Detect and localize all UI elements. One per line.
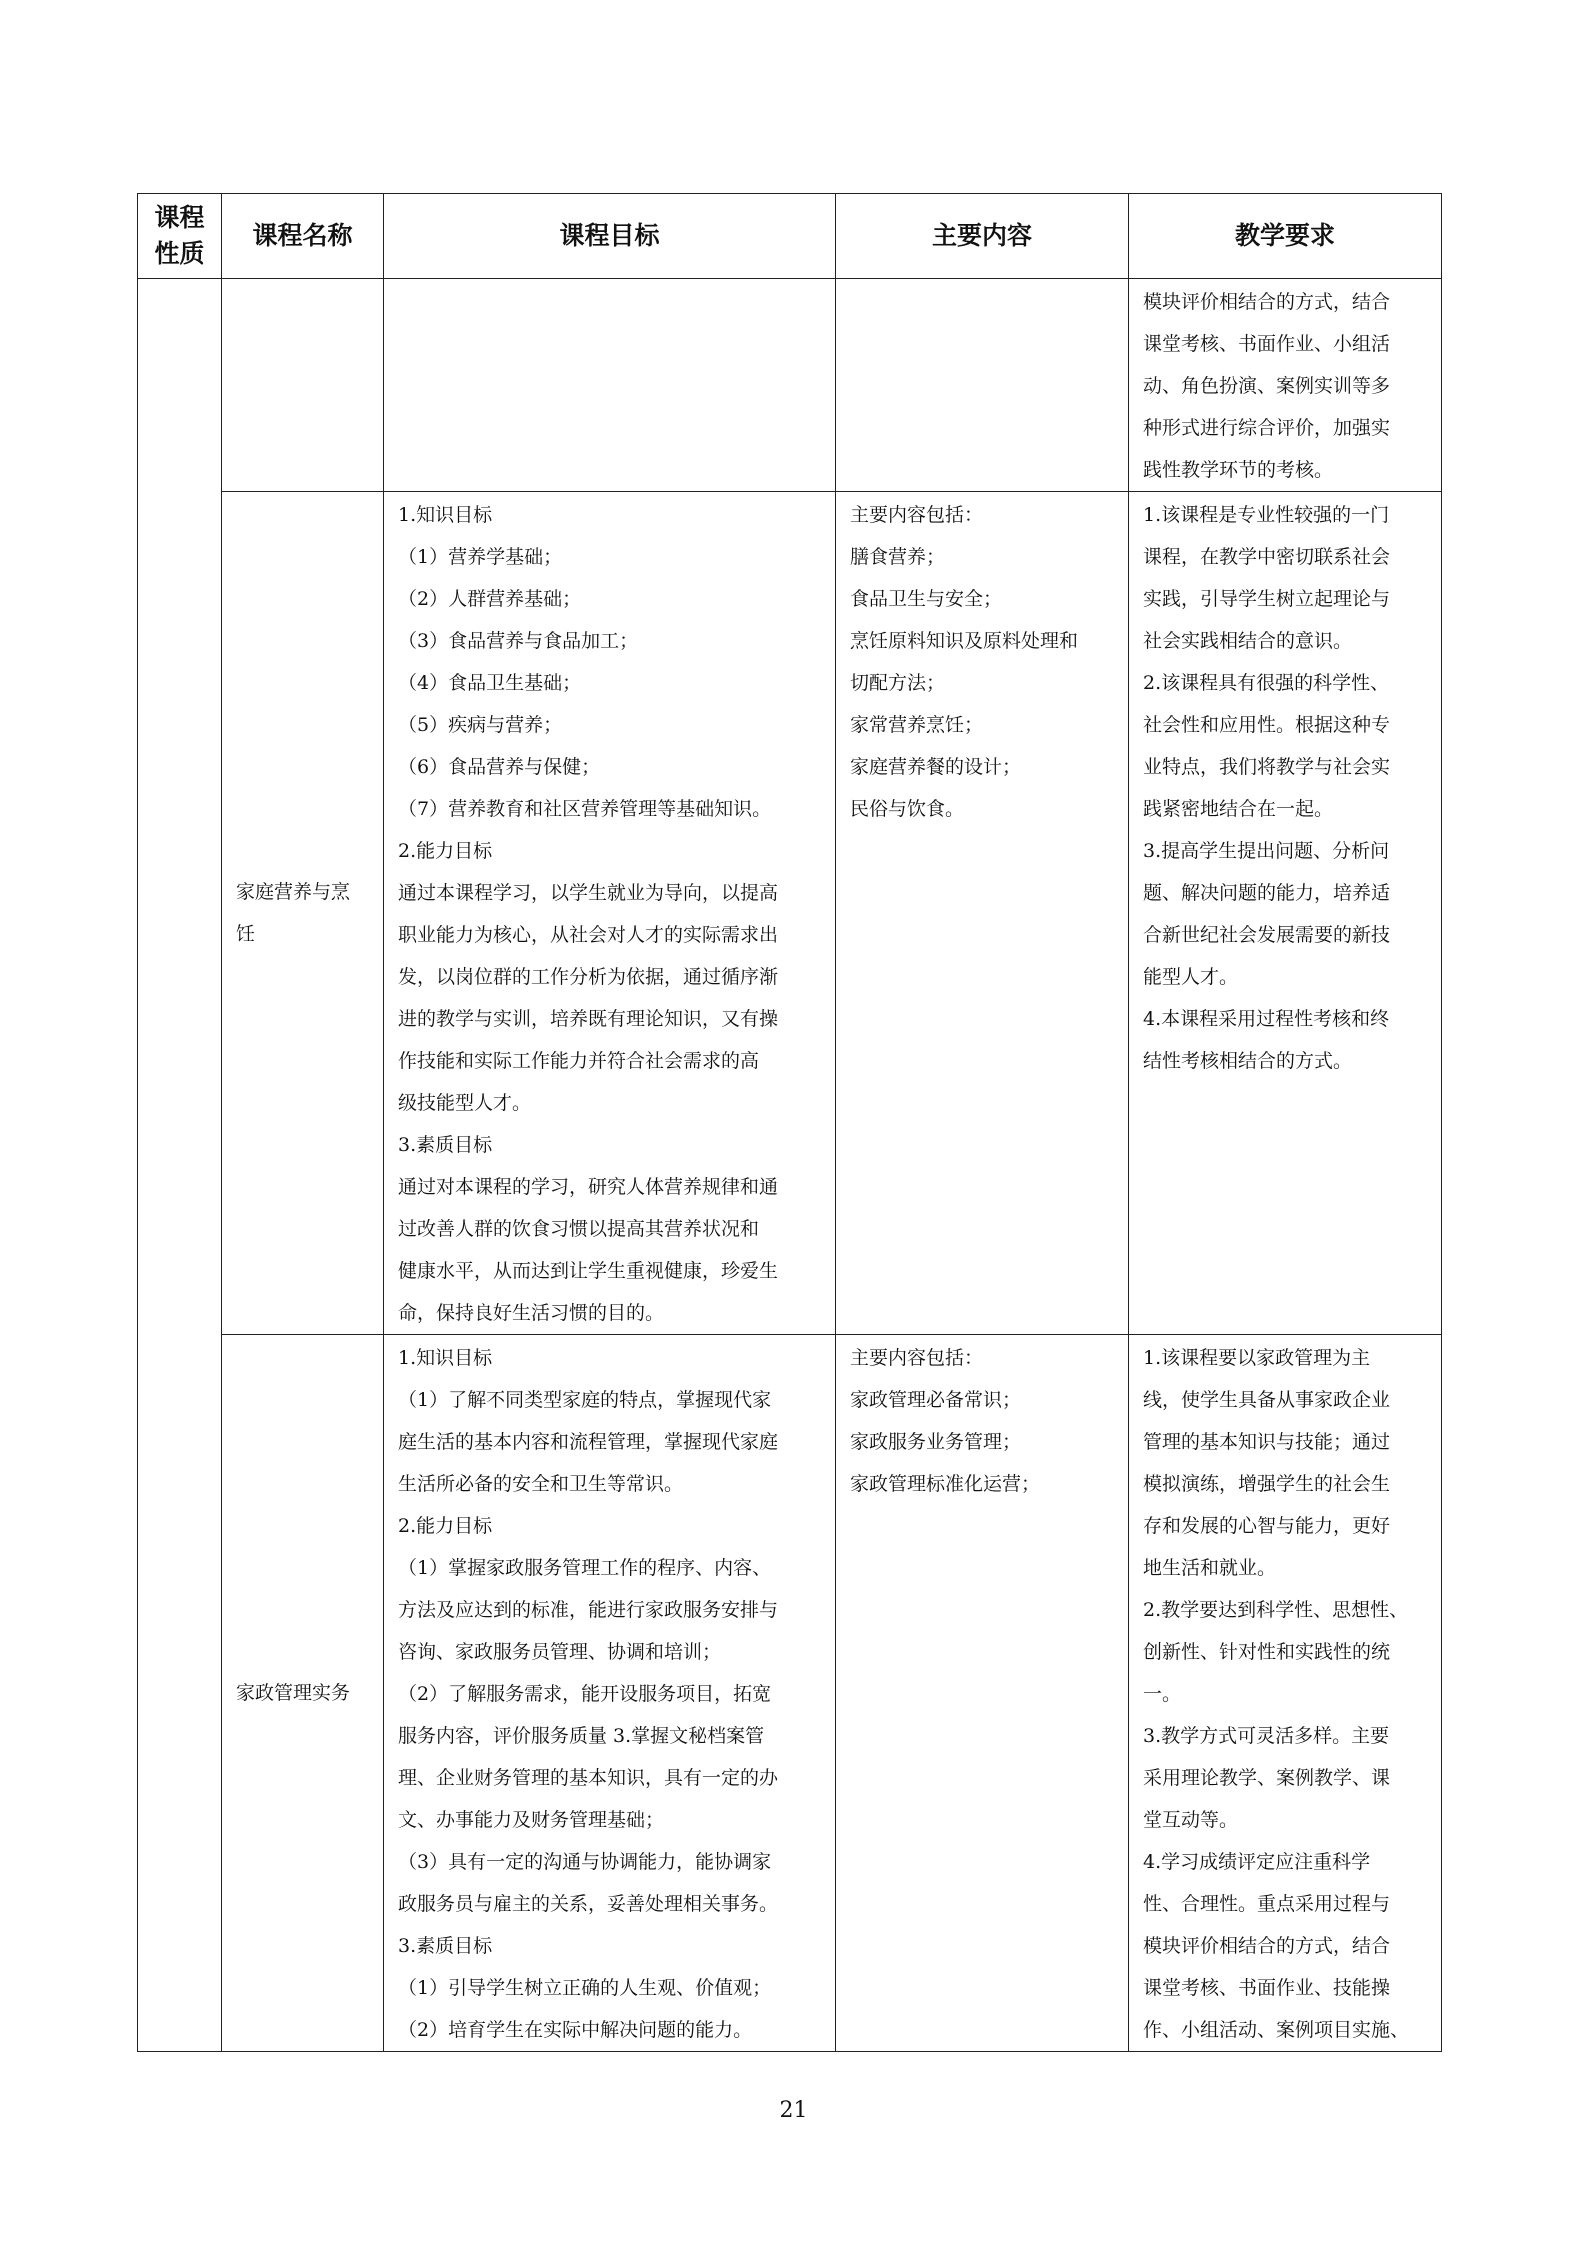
requirements-line: 2.教学要达到科学性、思想性、 — [1143, 1599, 1409, 1621]
objectives-line: 3.素质目标 — [398, 1935, 493, 1957]
objectives-line: 通过本课程学习，以学生就业为导向，以提高 — [398, 882, 779, 904]
objectives-line: （6）食品营养与保健； — [398, 756, 601, 778]
objectives-line: 作技能和实际工作能力并符合社会需求的高 — [398, 1050, 760, 1072]
requirements-line: 合新世纪社会发展需要的新技 — [1143, 924, 1391, 946]
requirements-line: 课堂考核、书面作业、小组活 — [1143, 333, 1391, 355]
header-course-name: 课程名称 — [222, 194, 384, 279]
requirements-line: 性、合理性。重点采用过程与 — [1143, 1893, 1391, 1915]
objectives-line: （1）引导学生树立正确的人生观、价值观； — [398, 1977, 772, 1999]
objectives-line: 理、企业财务管理的基本知识，具有一定的办 — [398, 1767, 779, 1789]
objectives-line: （3）食品营养与食品加工； — [398, 630, 639, 652]
requirements-line: 种形式进行综合评价，加强实 — [1143, 417, 1391, 439]
requirements-line: 管理的基本知识与技能；通过 — [1143, 1431, 1391, 1453]
requirements-line: 课堂考核、书面作业、技能操 — [1143, 1977, 1391, 1999]
header-teaching-requirements: 教学要求 — [1129, 194, 1442, 279]
objectives-line: 发，以岗位群的工作分析为依据，通过循序渐 — [398, 966, 779, 988]
course-name-cell — [222, 492, 384, 1335]
name-line: 家庭营养与烹 — [236, 881, 351, 903]
requirements-line: 题、解决问题的能力，培养适 — [1143, 882, 1391, 904]
objectives-line: 文、办事能力及财务管理基础； — [398, 1809, 665, 1831]
objectives-line: （1）了解不同类型家庭的特点，掌握现代家 — [398, 1389, 772, 1411]
objectives-line: 过改善人群的饮食习惯以提高其营养状况和 — [398, 1218, 760, 1240]
requirements-line: 结性考核相结合的方式。 — [1143, 1050, 1353, 1072]
name-line: 家政管理实务 — [236, 1682, 351, 1704]
objectives-line: 级技能型人才。 — [398, 1092, 532, 1114]
main-content-cell — [836, 279, 1129, 492]
objectives-line: 健康水平，从而达到让学生重视健康，珍爱生 — [398, 1260, 779, 1282]
content-line: 膳食营养； — [850, 546, 946, 568]
requirements-line: 社会性和应用性。根据这种专 — [1143, 714, 1391, 736]
content-line: 食品卫生与安全； — [850, 588, 1003, 610]
course-name-cell — [222, 1335, 384, 2052]
requirements-line: 践性教学环节的考核。 — [1143, 459, 1334, 481]
header-course-nature: 课程 性质 — [138, 194, 222, 279]
main-content-cell — [836, 492, 1129, 1335]
objectives-line: 1.知识目标 — [398, 1347, 493, 1369]
requirements-line: 一。 — [1143, 1683, 1182, 1705]
teaching-requirements-cell — [1129, 279, 1442, 492]
requirements-line: 模块评价相结合的方式，结合 — [1143, 1935, 1391, 1957]
course-table — [137, 193, 1442, 2052]
requirements-line: 线，使学生具备从事家政企业 — [1143, 1389, 1391, 1411]
requirements-line: 采用理论教学、案例教学、课 — [1143, 1767, 1391, 1789]
objectives-line: 方法及应达到的标准，能进行家政服务安排与 — [398, 1599, 779, 1621]
requirements-line: 业特点，我们将教学与社会实 — [1143, 756, 1391, 778]
content-line: 民俗与饮食。 — [850, 798, 965, 820]
requirements-line: 动、角色扮演、案例实训等多 — [1143, 375, 1391, 397]
table-row — [138, 1335, 1442, 2052]
content-line: 主要内容包括： — [850, 504, 984, 526]
objectives-line: 庭生活的基本内容和流程管理，掌握现代家庭 — [398, 1431, 779, 1453]
requirements-line: 能型人才。 — [1143, 966, 1239, 988]
main-content-cell — [836, 1335, 1129, 2052]
objectives-line: （5）疾病与营养； — [398, 714, 563, 736]
requirements-line: 创新性、针对性和实践性的统 — [1143, 1641, 1391, 1663]
objectives-line: （2）了解服务需求，能开设服务项目，拓宽 — [398, 1683, 772, 1705]
requirements-line: 4.学习成绩评定应注重科学 — [1143, 1851, 1371, 1873]
objectives-line: 服务内容，评价服务质量 3.掌握文秘档案管 — [398, 1725, 765, 1747]
requirements-line: 模块评价相结合的方式，结合 — [1143, 291, 1391, 313]
objectives-line: （4）食品卫生基础； — [398, 672, 582, 694]
objectives-line: 2.能力目标 — [398, 1515, 493, 1537]
header-main-content: 主要内容 — [836, 194, 1129, 279]
objectives-line: 通过对本课程的学习，研究人体营养规律和通 — [398, 1176, 779, 1198]
name-line: 饪 — [236, 923, 256, 945]
requirements-line: 地生活和就业。 — [1143, 1557, 1277, 1579]
objectives-line: 命，保持良好生活习惯的目的。 — [398, 1302, 665, 1324]
requirements-line: 作、小组活动、案例项目实施、 — [1143, 2019, 1410, 2041]
header-row — [138, 194, 1442, 279]
course-objectives-cell — [384, 492, 836, 1335]
content-line: 主要内容包括： — [850, 1347, 984, 1369]
requirements-line: 社会实践相结合的意识。 — [1143, 630, 1353, 652]
objectives-line: 政服务员与雇主的关系，妥善处理相关事务。 — [398, 1893, 779, 1915]
requirements-line: 3.提高学生提出问题、分析问 — [1143, 840, 1390, 862]
objectives-line: （2）培育学生在实际中解决问题的能力。 — [398, 2019, 753, 2041]
requirements-line: 课程，在教学中密切联系社会 — [1143, 546, 1391, 568]
requirements-line: 1.该课程要以家政管理为主 — [1143, 1347, 1371, 1369]
objectives-line: 职业能力为核心，从社会对人才的实际需求出 — [398, 924, 779, 946]
teaching-requirements-cell — [1129, 1335, 1442, 2052]
objectives-line: （3）具有一定的沟通与协调能力，能协调家 — [398, 1851, 772, 1873]
objectives-line: 进的教学与实训，培养既有理论知识，又有操 — [398, 1008, 779, 1030]
objectives-line: （1）掌握家政服务管理工作的程序、内容、 — [398, 1557, 772, 1579]
objectives-line: 2.能力目标 — [398, 840, 493, 862]
content-line: 烹饪原料知识及原料处理和 — [850, 630, 1079, 652]
content-line: 家政管理标准化运营； — [850, 1473, 1041, 1495]
course-objectives-cell — [384, 279, 836, 492]
requirements-line: 实践，引导学生树立起理论与 — [1143, 588, 1391, 610]
objectives-line: 生活所必备的安全和卫生等常识。 — [398, 1473, 684, 1495]
objectives-line: 1.知识目标 — [398, 504, 493, 526]
content-line: 切配方法； — [850, 672, 946, 694]
content-line: 家庭营养餐的设计； — [850, 756, 1022, 778]
requirements-line: 4.本课程采用过程性考核和终 — [1143, 1008, 1390, 1030]
requirements-line: 2.该课程具有很强的科学性、 — [1143, 672, 1390, 694]
table-row — [138, 279, 1442, 492]
course-objectives-cell — [384, 1335, 836, 2052]
requirements-line: 模拟演练，增强学生的社会生 — [1143, 1473, 1391, 1495]
page-number: 21 — [779, 2098, 808, 2123]
content-line: 家政服务业务管理； — [850, 1431, 1022, 1453]
requirements-line: 存和发展的心智与能力，更好 — [1143, 1515, 1391, 1537]
requirements-line: 践紧密地结合在一起。 — [1143, 798, 1334, 820]
course-nature-cell — [138, 279, 222, 2052]
content-line: 家政管理必备常识； — [850, 1389, 1022, 1411]
table-row — [138, 492, 1442, 1335]
course-name-cell — [222, 279, 384, 492]
requirements-line: 堂互动等。 — [1143, 1809, 1239, 1831]
objectives-line: （2）人群营养基础； — [398, 588, 582, 610]
objectives-line: （7）营养教育和社区营养管理等基础知识。 — [398, 798, 772, 820]
content-line: 家常营养烹饪； — [850, 714, 984, 736]
teaching-requirements-cell — [1129, 492, 1442, 1335]
objectives-line: 3.素质目标 — [398, 1134, 493, 1156]
requirements-line: 3.教学方式可灵活多样。主要 — [1143, 1725, 1390, 1747]
header-course-objectives: 课程目标 — [384, 194, 836, 279]
objectives-line: （1）营养学基础； — [398, 546, 563, 568]
objectives-line: 咨询、家政服务员管理、协调和培训； — [398, 1641, 722, 1663]
requirements-line: 1.该课程是专业性较强的一门 — [1143, 504, 1390, 526]
